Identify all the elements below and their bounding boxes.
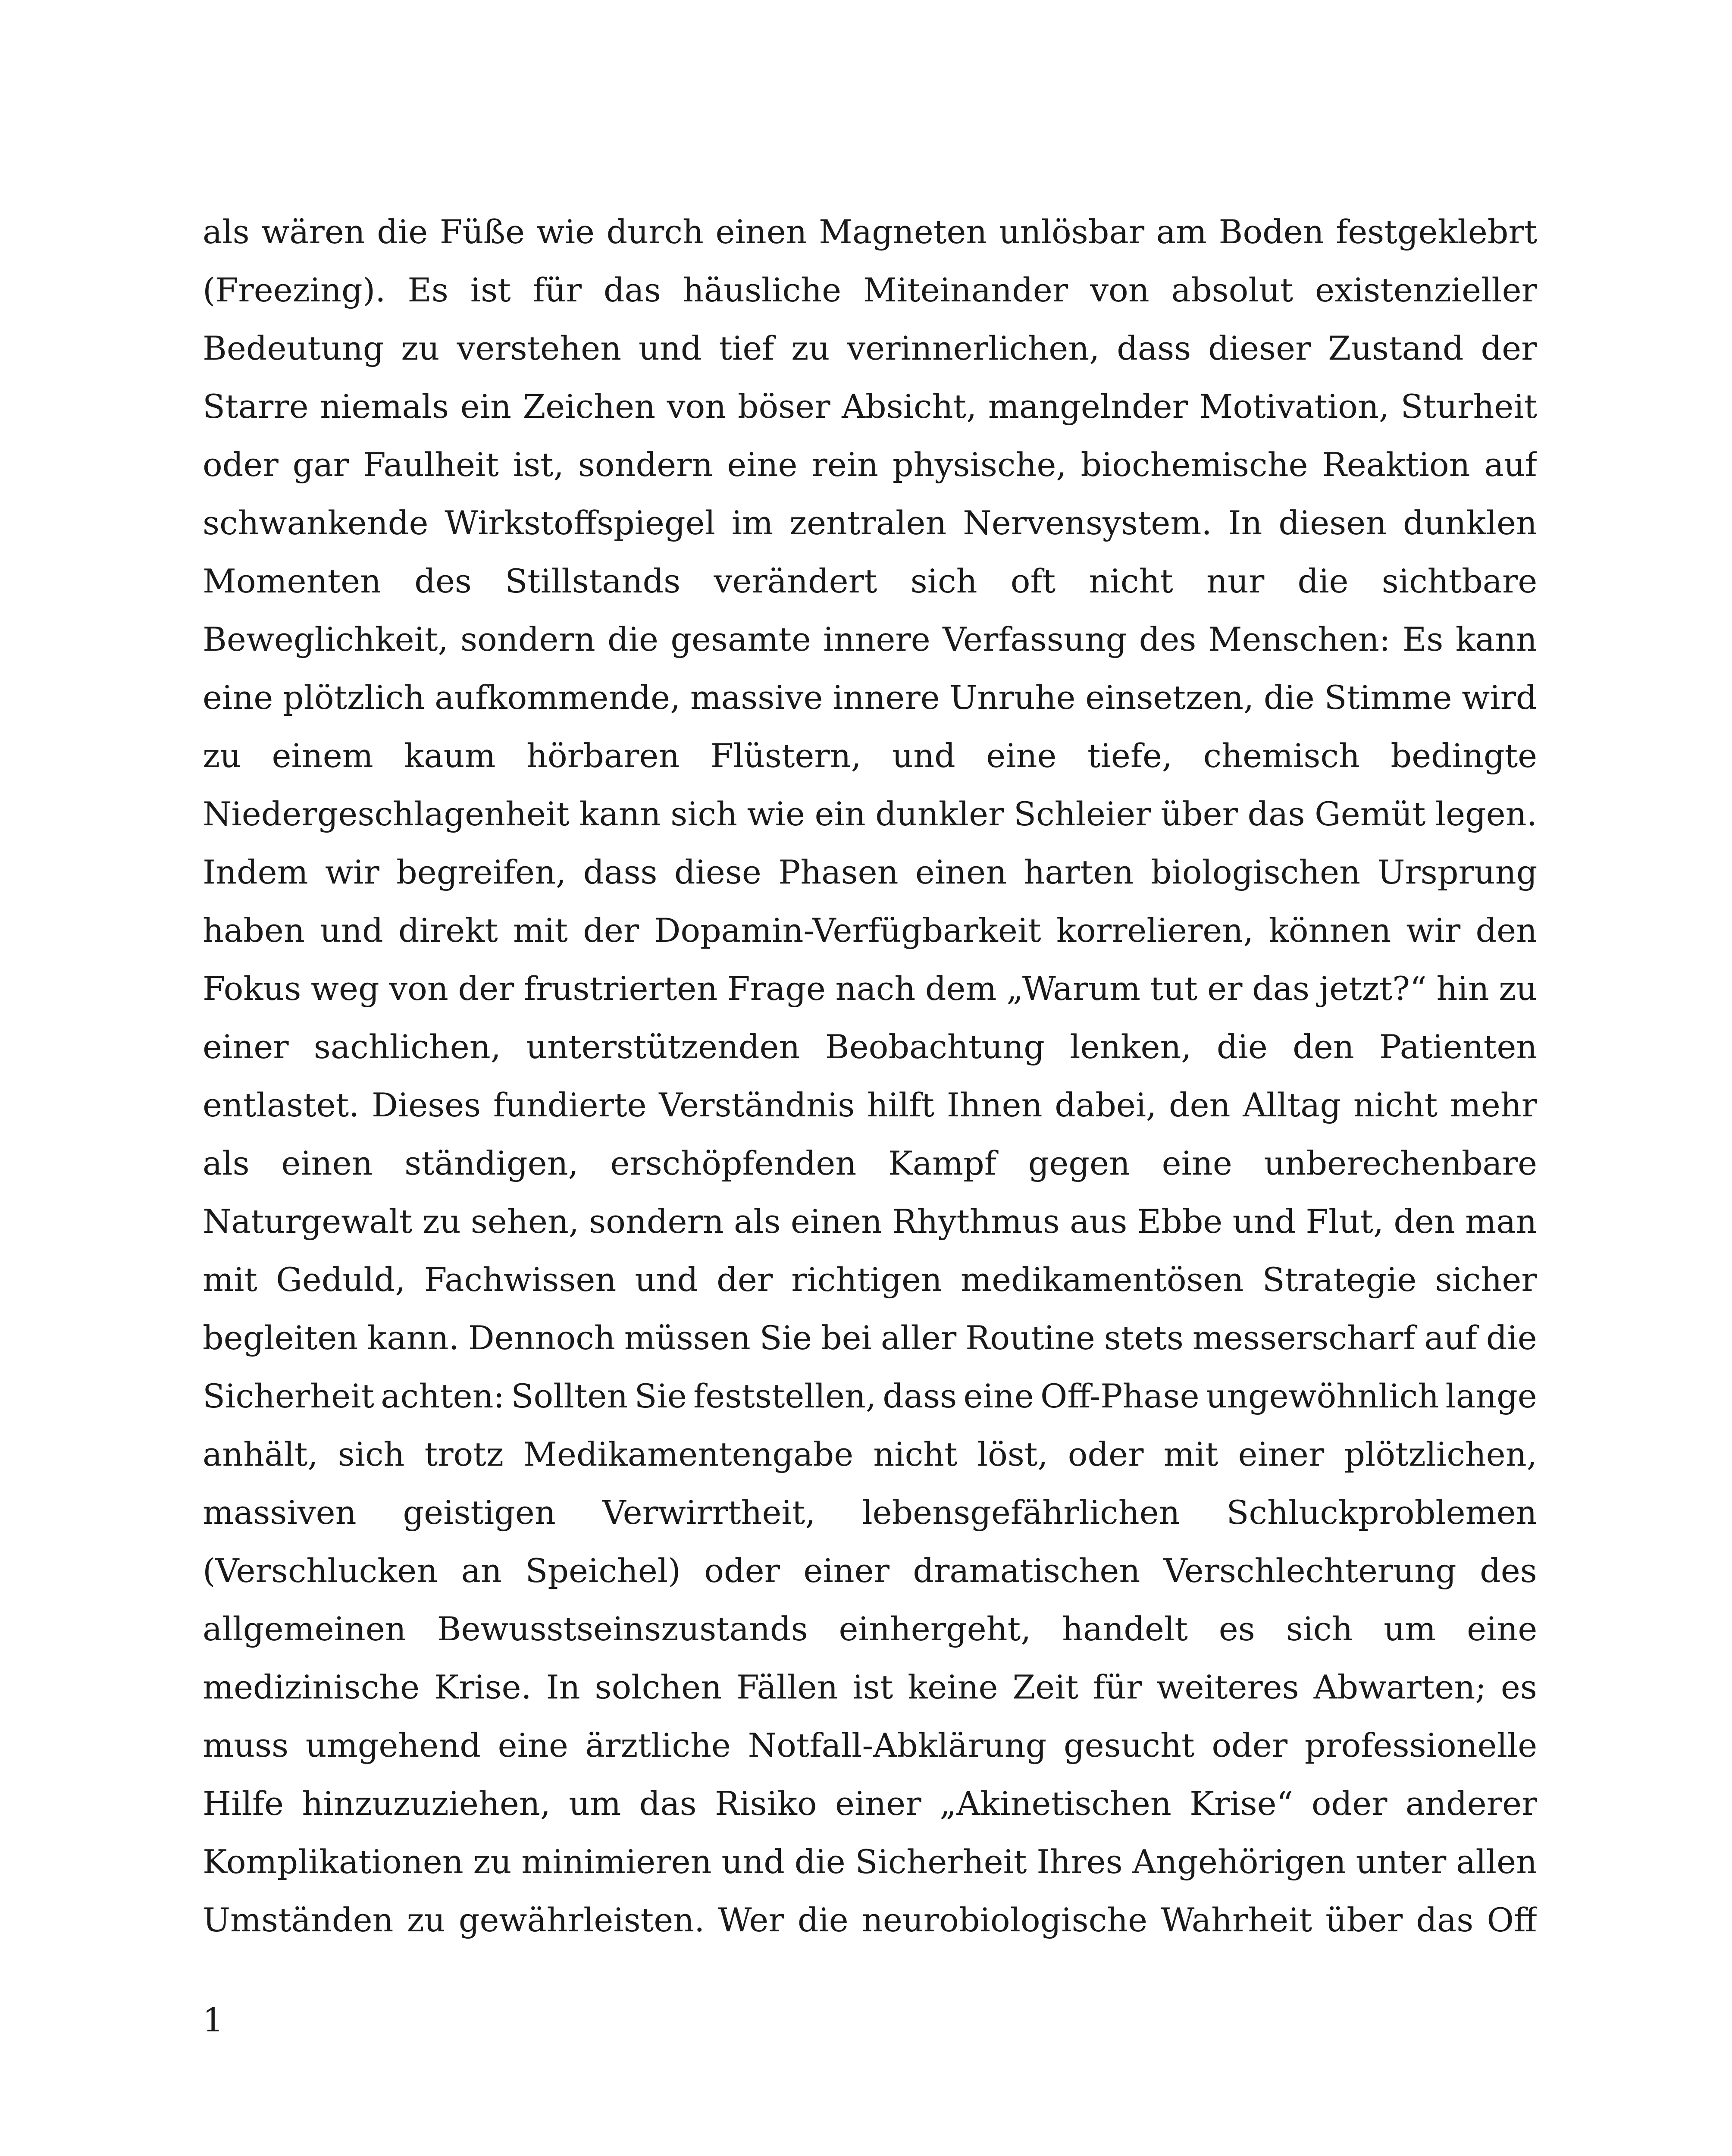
body-line: Naturgewalt zu sehen, sondern als einen Rhythmus aus Ebbe und Flut, den man xyxy=(203,1202,1537,1241)
body-line: (Freezing). Es ist für das häusliche Miteinander von absolut existenzieller xyxy=(203,271,1537,309)
body-line: Hilfe hinzuzuziehen, um das Risiko einer „Akinetischen Krise“ oder anderer xyxy=(203,1784,1537,1823)
body-line: begleiten kann. Dennoch müssen Sie bei aller Routine stets messerscharf auf die xyxy=(203,1319,1537,1357)
body-line: anhält, sich trotz Medikamentengabe nicht löst, oder mit einer plötzlichen, xyxy=(203,1435,1537,1473)
body-line: Bedeutung zu verstehen und tief zu verinnerlichen, dass dieser Zustand der xyxy=(203,329,1537,367)
body-line: muss umgehend eine ärztliche Notfall-Abklärung gesucht oder professionelle xyxy=(203,1726,1537,1764)
body-line: als wären die Füße wie durch einen Magneten unlösbar am Boden festgeklebrt xyxy=(203,213,1537,251)
body-line: schwankende Wirkstoffspiegel im zentralen Nervensystem. In diesen dunklen xyxy=(203,504,1537,542)
body-line: Niedergeschlagenheit kann sich wie ein dunkler Schleier über das Gemüt legen. xyxy=(203,795,1537,833)
body-line: Beweglichkeit, sondern die gesamte innere Verfassung des Menschen: Es kann xyxy=(203,620,1537,658)
body-line: allgemeinen Bewusstseinszustands einhergeht, handelt es sich um eine xyxy=(203,1610,1537,1648)
body-line: haben und direkt mit der Dopamin-Verfügbarkeit korrelieren, können wir den xyxy=(203,911,1537,950)
body-line: einer sachlichen, unterstützenden Beobachtung lenken, die den Patienten xyxy=(203,1028,1537,1066)
body-line: als einen ständigen, erschöpfenden Kampf gegen eine unberechenbare xyxy=(203,1144,1537,1182)
body-paragraph xyxy=(203,203,1537,1949)
body-line: Komplikationen zu minimieren und die Sicherheit Ihres Angehörigen unter allen xyxy=(203,1843,1537,1881)
body-line: (Verschlucken an Speichel) oder einer dramatischen Verschlechterung des xyxy=(203,1551,1537,1590)
body-line: Fokus weg von der frustrierten Frage nach dem „Warum tut er das jetzt?“ hin zu xyxy=(203,969,1537,1008)
body-line: mit Geduld, Fachwissen und der richtigen medikamentösen Strategie sicher xyxy=(203,1260,1537,1299)
body-line: entlastet. Dieses fundierte Verständnis hilft Ihnen dabei, den Alltag nicht mehr xyxy=(203,1086,1537,1124)
body-line: Sicherheit achten: Sollten Sie feststellen, dass eine Off-Phase ungewöhnlich lange xyxy=(203,1377,1537,1415)
body-line: Momenten des Stillstands verändert sich oft nicht nur die sichtbare xyxy=(203,562,1537,600)
body-line: zu einem kaum hörbaren Flüstern, und eine tiefe, chemisch bedingte xyxy=(203,736,1537,775)
page-number: 1 xyxy=(203,2001,224,2039)
body-line: eine plötzlich aufkommende, massive innere Unruhe einsetzen, die Stimme wird xyxy=(203,678,1537,717)
body-line: medizinische Krise. In solchen Fällen ist keine Zeit für weiteres Abwarten; es xyxy=(203,1668,1537,1706)
body-line: massiven geistigen Verwirrtheit, lebensgefährlichen Schluckproblemen xyxy=(203,1493,1537,1532)
body-line: Umständen zu gewährleisten. Wer die neurobiologische Wahrheit über das Off xyxy=(203,1901,1537,1939)
body-line: oder gar Faulheit ist, sondern eine rein physische, biochemische Reaktion auf xyxy=(203,445,1537,484)
body-line: Starre niemals ein Zeichen von böser Absicht, mangelnder Motivation, Sturheit xyxy=(203,387,1537,426)
body-line: Indem wir begreifen, dass diese Phasen einen harten biologischen Ursprung xyxy=(203,853,1537,891)
